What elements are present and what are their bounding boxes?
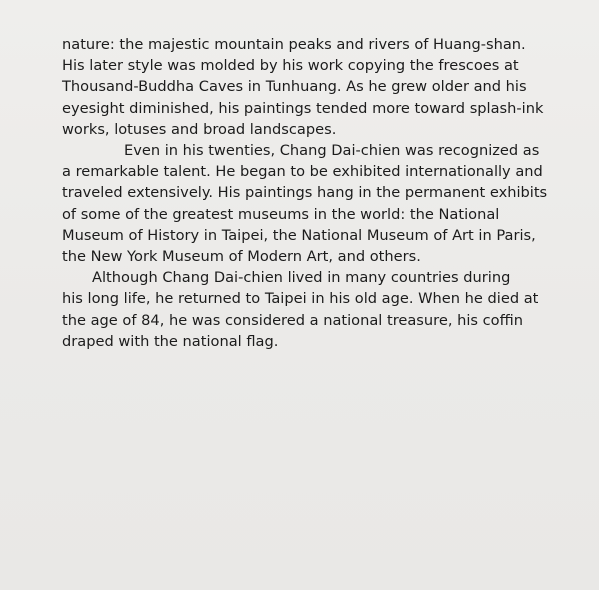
text-line: nature: the majestic mountain peaks and rivers of Huang-shan. [62,36,526,53]
text-line: of some of the greatest museums in the world: the National [62,205,500,223]
text-line: Museum of History in Taipei, the National Museum of Art in Paris, [62,226,536,244]
paragraph-1 [62,34,562,140]
paragraph-2 [62,140,562,267]
text-line: his long life, he returned to Taipei in his old age. When he died at [62,290,539,308]
text-line: traveled extensively. His paintings hang in the permanent exhibits [62,184,548,202]
text-line: works, lotuses and broad landscapes. [62,120,337,138]
text-line: Thousand-Buddha Caves in Tunhuang. As he grew older and his [62,78,527,96]
text-line: Although Chang Dai-chien lived in many countries during [92,269,511,287]
text-line: eyesight diminished, his paintings tended more toward splash-ink [62,99,544,117]
text-line: the New York Museum of Modern Art, and others. [62,248,421,266]
text-line: His later style was molded by his work copying the frescoes at [62,57,519,75]
paragraph-3 [62,267,562,352]
text-line: a remarkable talent. He began to be exhibited internationally and [62,163,543,181]
text-line: Even in his twenties, Chang Dai-chien was recognized as [124,142,540,160]
body-text [62,34,562,352]
text-line: draped with the national flag. [62,332,279,350]
text-line: the age of 84, he was considered a national treasure, his coffin [62,311,523,329]
